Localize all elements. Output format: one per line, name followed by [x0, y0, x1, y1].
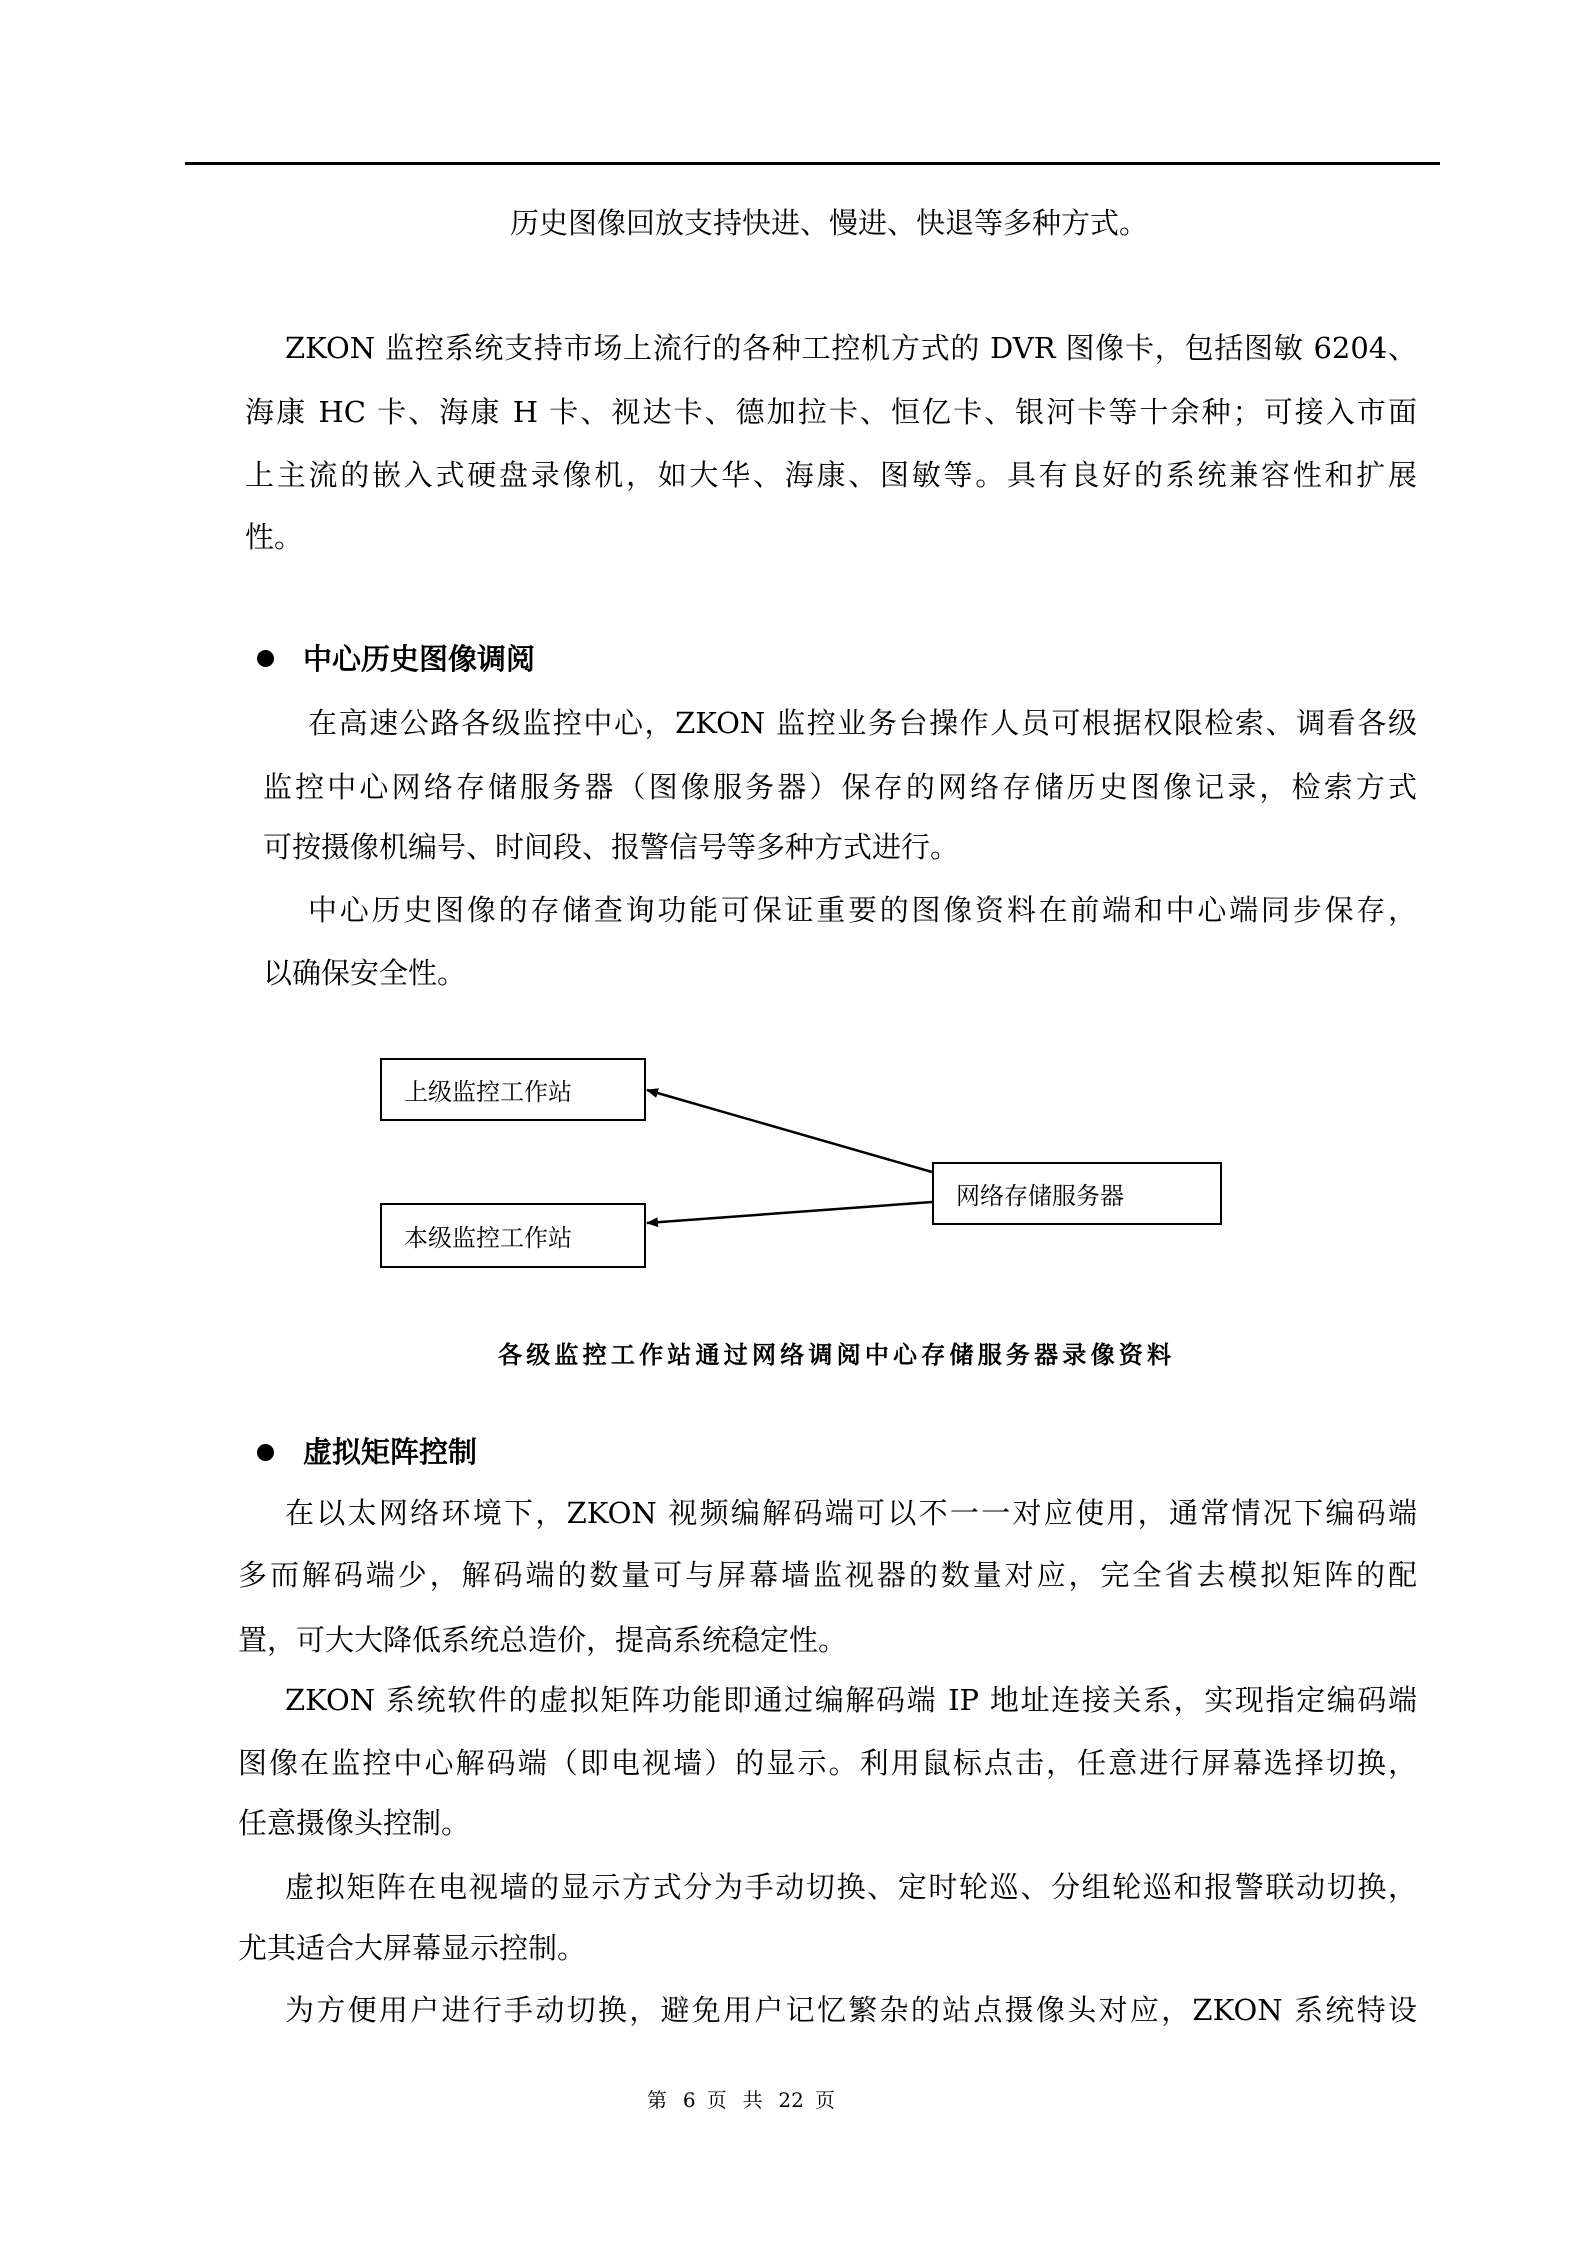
text-line: 在高速公路各级监控中心，ZKON 监控业务台操作人员可根据权限检索、调看各级 [308, 706, 1417, 740]
text-line: 监控中心网络存储服务器（图像服务器）保存的网络存储历史图像记录，检索方式 [263, 770, 1417, 804]
text-line: 在以太网络环境下，ZKON 视频编解码端可以不一一对应使用，通常情况下编码端 [285, 1496, 1417, 1530]
text-line: 置，可大大降低系统总造价，提高系统稳定性。 [238, 1623, 848, 1657]
text-line: 任意摄像头控制。 [238, 1806, 471, 1840]
intro-line: 历史图像回放支持快进、慢进、快退等多种方式。 [510, 206, 1149, 240]
figure-caption: 各级监控工作站通过网络调阅中心存储服务器录像资料 [498, 1341, 1171, 1369]
text-line: 性。 [245, 520, 304, 554]
page-number-footer: 第 6 页 共 22 页 [647, 2088, 835, 2112]
arrow-to-local-station [647, 1202, 932, 1223]
text-line: 尤其适合大屏幕显示控制。 [238, 1931, 587, 1965]
section-heading: 中心历史图像调阅 [303, 642, 536, 676]
node-label: 网络存储服务器 [956, 1182, 1124, 1210]
text-line: 多而解码端少，解码端的数量可与屏幕墙监视器的数量对应，完全省去模拟矩阵的配 [238, 1558, 1417, 1592]
text-line: 图像在监控中心解码端（即电视墙）的显示。利用鼠标点击，任意进行屏幕选择切换， [238, 1746, 1417, 1780]
text-line: 为方便用户进行手动切换，避免用户记忆繁杂的站点摄像头对应，ZKON 系统特设 [285, 1993, 1417, 2027]
text-line: ZKON 系统软件的虚拟矩阵功能即通过编解码端 IP 地址连接关系，实现指定编码端 [285, 1683, 1417, 1717]
node-label: 上级监控工作站 [404, 1078, 572, 1106]
text-line: 以确保安全性。 [263, 956, 467, 990]
text-line: 海康 HC 卡、海康 H 卡、视达卡、德加拉卡、恒亿卡、银河卡等十余种；可接入市面 [245, 395, 1417, 429]
node-label: 本级监控工作站 [404, 1224, 572, 1252]
arrow-to-upper-station [647, 1090, 932, 1172]
text-line: 中心历史图像的存储查询功能可保证重要的图像资料在前端和中心端同步保存， [308, 893, 1417, 927]
text-line: 上主流的嵌入式硬盘录像机，如大华、海康、图敏等。具有良好的系统兼容性和扩展 [245, 458, 1417, 492]
bullet-icon [257, 1444, 274, 1461]
section-heading: 虚拟矩阵控制 [303, 1435, 478, 1469]
text-line: ZKON 监控系统支持市场上流行的各种工控机方式的 DVR 图像卡，包括图敏 6204、 [285, 331, 1417, 365]
text-line: 可按摄像机编号、时间段、报警信号等多种方式进行。 [263, 830, 960, 864]
text-line: 虚拟矩阵在电视墙的显示方式分为手动切换、定时轮巡、分组轮巡和报警联动切换， [285, 1870, 1417, 1904]
